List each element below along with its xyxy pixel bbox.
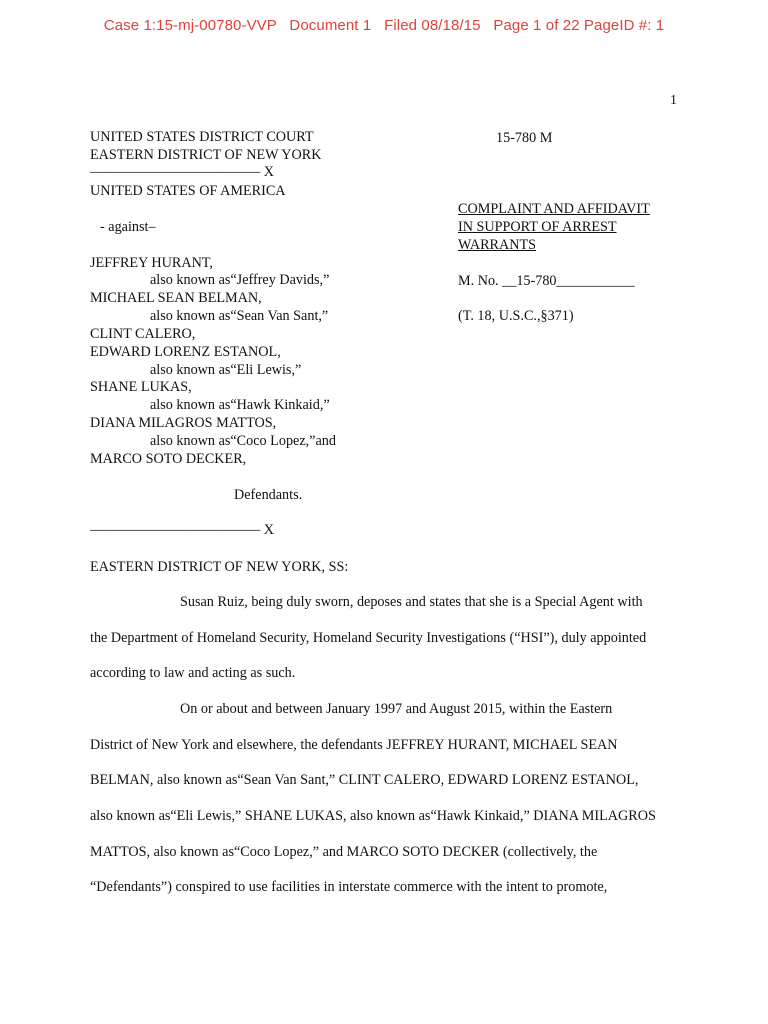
defendant-name: MARCO SOTO DECKER, <box>90 451 247 467</box>
defendant-alias: also known as“Jeffrey Davids,” <box>150 272 330 288</box>
page-number: 1 <box>670 93 677 108</box>
body-line: according to law and acting as such. <box>90 665 296 681</box>
against-label: - against– <box>100 219 156 235</box>
defendant-alias: also known as“Eli Lewis,” <box>150 362 302 378</box>
court-name-line2: EASTERN DISTRICT OF NEW YORK <box>90 147 322 163</box>
case-header-stamp: Case 1:15-mj-00780-VVP Document 1 Filed 08/18/15 Page 1 of 22 PageID #: 1 <box>103 17 665 34</box>
document-title-line1: COMPLAINT AND AFFIDAVIT <box>458 201 650 217</box>
body-line: also known as“Eli Lewis,” SHANE LUKAS, also known as“Hawk Kinkaid,” DIANA MILAGROS <box>90 808 656 824</box>
caption-divider-top: ———————————— X <box>90 164 275 180</box>
body-line: the Department of Homeland Security, Homeland Security Investigations (“HSI”), duly appointed <box>90 630 647 646</box>
defendant-name: EDWARD LORENZ ESTANOL, <box>90 344 281 360</box>
defendant-alias: also known as“Hawk Kinkaid,” <box>150 397 330 413</box>
defendant-name: CLINT CALERO, <box>90 326 196 342</box>
defendant-name: MICHAEL SEAN BELMAN, <box>90 290 262 306</box>
defendant-alias: also known as“Coco Lopez,”and <box>150 433 336 449</box>
document-title-line3: WARRANTS <box>458 237 537 253</box>
magistrate-number: M. No. __15-780___________ <box>458 273 635 289</box>
case-number: 15-780 M <box>496 130 553 146</box>
body-line: Susan Ruiz, being duly sworn, deposes and states that she is a Special Agent with <box>180 594 643 610</box>
caption-divider-bottom: ———————————— X <box>90 522 275 538</box>
body-line: MATTOS, also known as“Coco Lopez,” and MARCO SOTO DECKER (collectively, the <box>90 844 598 860</box>
body-line: “Defendants”) conspired to use facilities in interstate commerce with the intent to promote, <box>90 879 608 895</box>
plaintiff-name: UNITED STATES OF AMERICA <box>90 183 286 199</box>
defendant-alias: also known as“Sean Van Sant,” <box>150 308 329 324</box>
defendant-name: SHANE LUKAS, <box>90 379 192 395</box>
court-name-line1: UNITED STATES DISTRICT COURT <box>90 129 314 145</box>
document-title-line2: IN SUPPORT OF ARREST <box>458 219 617 235</box>
body-line: District of New York and elsewhere, the defendants JEFFREY HURANT, MICHAEL SEAN <box>90 737 618 753</box>
body-line: BELMAN, also known as“Sean Van Sant,” CLINT CALERO, EDWARD LORENZ ESTANOL, <box>90 772 639 788</box>
defendant-name: DIANA MILAGROS MATTOS, <box>90 415 277 431</box>
venue-line: EASTERN DISTRICT OF NEW YORK, SS: <box>90 559 349 575</box>
statute-citation: (T. 18, U.S.C.,§371) <box>458 308 574 324</box>
body-line: On or about and between January 1997 and August 2015, within the Eastern <box>180 701 613 717</box>
defendant-name: JEFFREY HURANT, <box>90 255 213 271</box>
defendants-label: Defendants. <box>234 487 303 503</box>
